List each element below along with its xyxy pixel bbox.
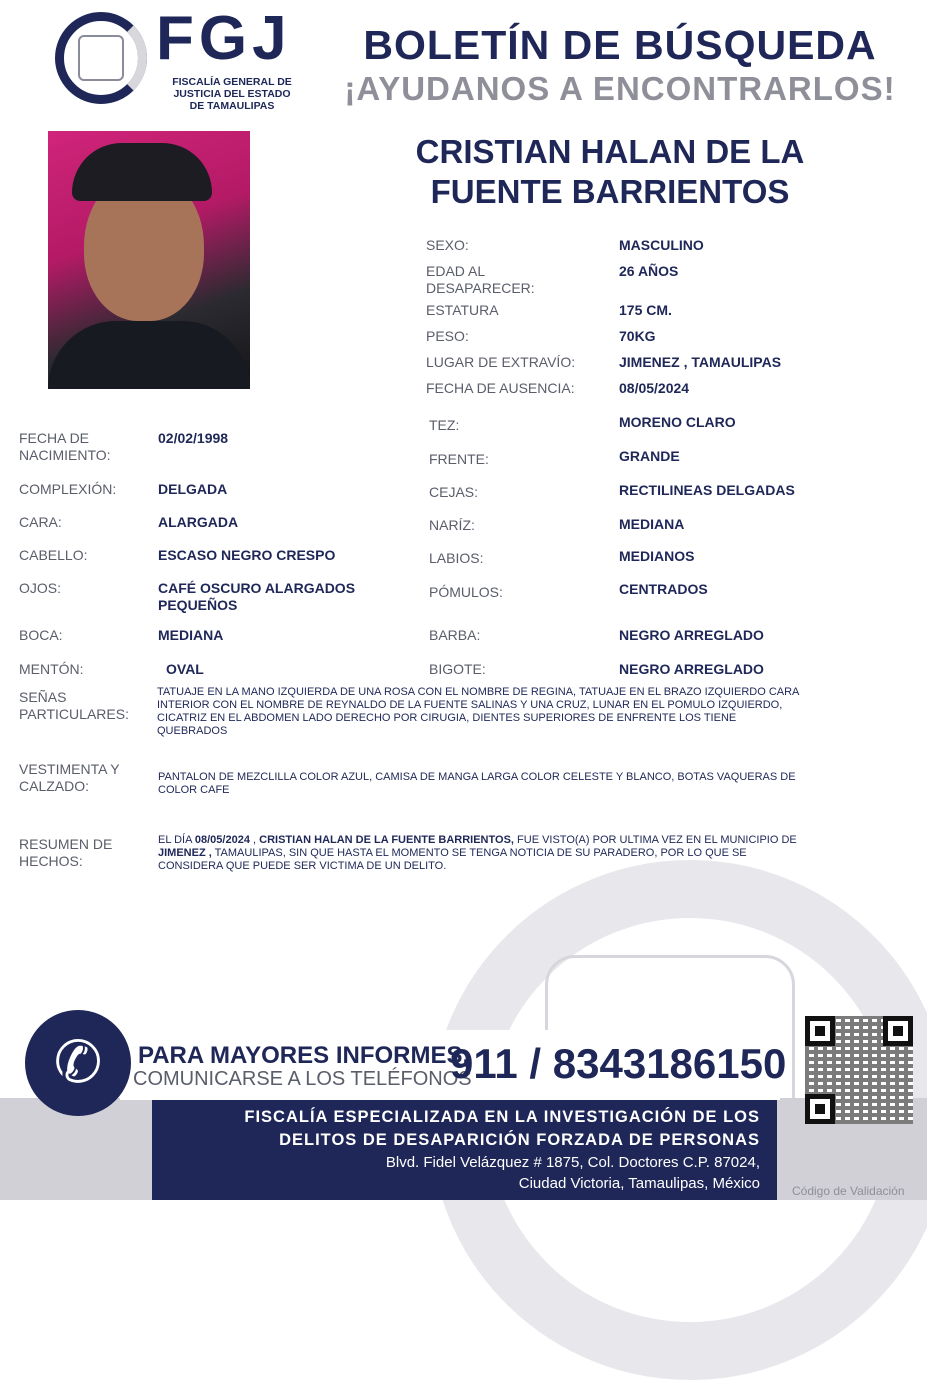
phone-icon: ✆ [53, 1030, 103, 1095]
qr-caption: Código de Validación [792, 1184, 905, 1198]
barba-value: NEGRO ARREGLADO [619, 627, 764, 643]
estatura-value: 175 CM. [619, 302, 672, 318]
nariz-value: MEDIANA [619, 516, 685, 532]
qr-finder-top-left [805, 1016, 835, 1046]
fiscalia-line-1: FISCALÍA ESPECIALIZADA EN LA INVESTIGACIÓN DE LOS [244, 1108, 760, 1126]
fiscalia-line-2: DELITOS DE DESAPARICIÓN FORZADA DE PERSONAS [279, 1131, 760, 1149]
peso-value: 70KG [619, 328, 656, 344]
complexion-value: DELGADA [158, 481, 228, 497]
contact-info-line-1: PARA MAYORES INFORMES, [138, 1042, 470, 1069]
cara-label: CARA: [19, 514, 62, 530]
fecha-ausencia-label: FECHA DE AUSENCIA: [426, 380, 575, 396]
senas-text: TATUAJE EN LA MANO IZQUIERDA DE UNA ROSA CON EL NOMBRE DE REGINA, TATUAJE EN EL BRAZO IZQUIERDO CARA INTERIOR CON EL NOMBRE DE REYNALDO DE LA FUENTE SALINAS Y UNA CRUZ, LUNAR EN EL POMULO IZQUIERDO, CICATRIZ EN EL ABDOMEN LADO DERECHO POR CIRUGIA, DIENTES SUPERIORES DE ENFRENTE LOS TIENE QUEBRADOS [157, 686, 800, 737]
logo-text: FGJ [156, 4, 292, 73]
cabello-label: CABELLO: [19, 547, 88, 563]
barba-label: BARBA: [429, 627, 481, 643]
nariz-label: NARÍZ: [429, 517, 475, 533]
estatura-label: ESTATURA [426, 302, 499, 318]
photo-shirt [48, 321, 250, 389]
boca-label: BOCA: [19, 627, 63, 643]
seal-icon [78, 35, 124, 81]
edad-value: 26 AÑOS [619, 263, 679, 279]
contact-info-line-2: COMUNICARSE A LOS TELÉFONOS [133, 1068, 472, 1090]
person-name: CRISTIAN HALAN DE LA FUENTE BARRIENTOS [415, 133, 805, 210]
sexo-value: MASCULINO [619, 237, 704, 253]
ojos-value: CAFÉ OSCURO ALARGADOS PEQUEÑOS [158, 580, 356, 613]
nacimiento-value: 02/02/1998 [158, 430, 229, 446]
tez-value: MORENO CLARO [619, 414, 736, 430]
menton-value: OVAL [166, 661, 204, 677]
cabello-value: ESCASO NEGRO CRESPO [158, 547, 336, 563]
qr-finder-top-right [883, 1016, 913, 1046]
complexion-label: COMPLEXIÓN: [19, 481, 117, 497]
lugar-value: JIMENEZ , TAMAULIPAS [619, 354, 782, 370]
nacimiento-label: FECHA DE NACIMIENTO: [19, 430, 111, 463]
person-photo [48, 131, 250, 389]
phone-number: 911 / 8343186150 [450, 1040, 787, 1087]
resumen-text: EL DÍA 08/05/2024 , CRISTIAN HALAN DE LA FUENTE BARRIENTOS, FUE VISTO(A) POR ULTIMA VEZ EN EL MUNICIPIO DE JIMENEZ , TAMAULIPAS, SIN QUE HASTA EL MOMENTO SE TENGA NOTICIA DE SU PARADERO, POR LO QUE SE CONSIDERA QUE PUEDE SER VICTIMA DE UN DELITO. [158, 834, 797, 872]
ojos-label: OJOS: [19, 580, 62, 596]
frente-label: FRENTE: [429, 451, 489, 467]
pomulos-value: CENTRADOS [619, 581, 708, 597]
senas-label: SEÑAS PARTICULARES: [19, 689, 129, 722]
qr-finder-bottom-left [805, 1094, 835, 1124]
labios-label: LABIOS: [429, 550, 484, 566]
bulletin-title: BOLETÍN DE BÚSQUEDA [363, 22, 877, 68]
photo-cap [72, 143, 212, 201]
menton-label: MENTÓN: [19, 661, 84, 677]
peso-label: PESO: [426, 328, 469, 344]
tez-label: TEZ: [429, 417, 460, 433]
fecha-ausencia-value: 08/05/2024 [619, 380, 690, 396]
bulletin-subtitle: ¡AYUDANOS A ENCONTRARLOS! [344, 70, 896, 107]
boca-value: MEDIANA [158, 627, 224, 643]
cejas-label: CEJAS: [429, 484, 479, 500]
vestimenta-label: VESTIMENTA Y CALZADO: [19, 761, 120, 794]
address-line-2: Ciudad Victoria, Tamaulipas, México [518, 1175, 760, 1192]
vestimenta-text: PANTALON DE MEZCLILLA COLOR AZUL, CAMISA DE MANGA LARGA COLOR CELESTE Y BLANCO, BOTAS VAQUERAS DE COLOR CAFE [158, 771, 796, 796]
labios-value: MEDIANOS [619, 548, 695, 564]
cejas-value: RECTILINEAS DELGADAS [619, 482, 795, 498]
cara-value: ALARGADA [158, 514, 239, 530]
resumen-label: RESUMEN DE HECHOS: [19, 836, 113, 869]
pomulos-label: PÓMULOS: [429, 584, 503, 600]
sexo-label: SEXO: [426, 237, 469, 253]
logo-subtitle: FISCALÍA GENERAL DE JUSTICIA DEL ESTADO DE TAMAULIPAS [172, 76, 292, 112]
bigote-value: NEGRO ARREGLADO [619, 661, 764, 677]
frente-value: GRANDE [619, 448, 680, 464]
address-line-1: Blvd. Fidel Velázquez # 1875, Col. Doctores C.P. 87024, [385, 1154, 760, 1171]
edad-label: EDAD AL DESAPARECER: [426, 263, 535, 296]
bigote-label: BIGOTE: [429, 661, 486, 677]
lugar-label: LUGAR DE EXTRAVÍO: [426, 354, 576, 370]
qr-code-icon [805, 1016, 913, 1124]
